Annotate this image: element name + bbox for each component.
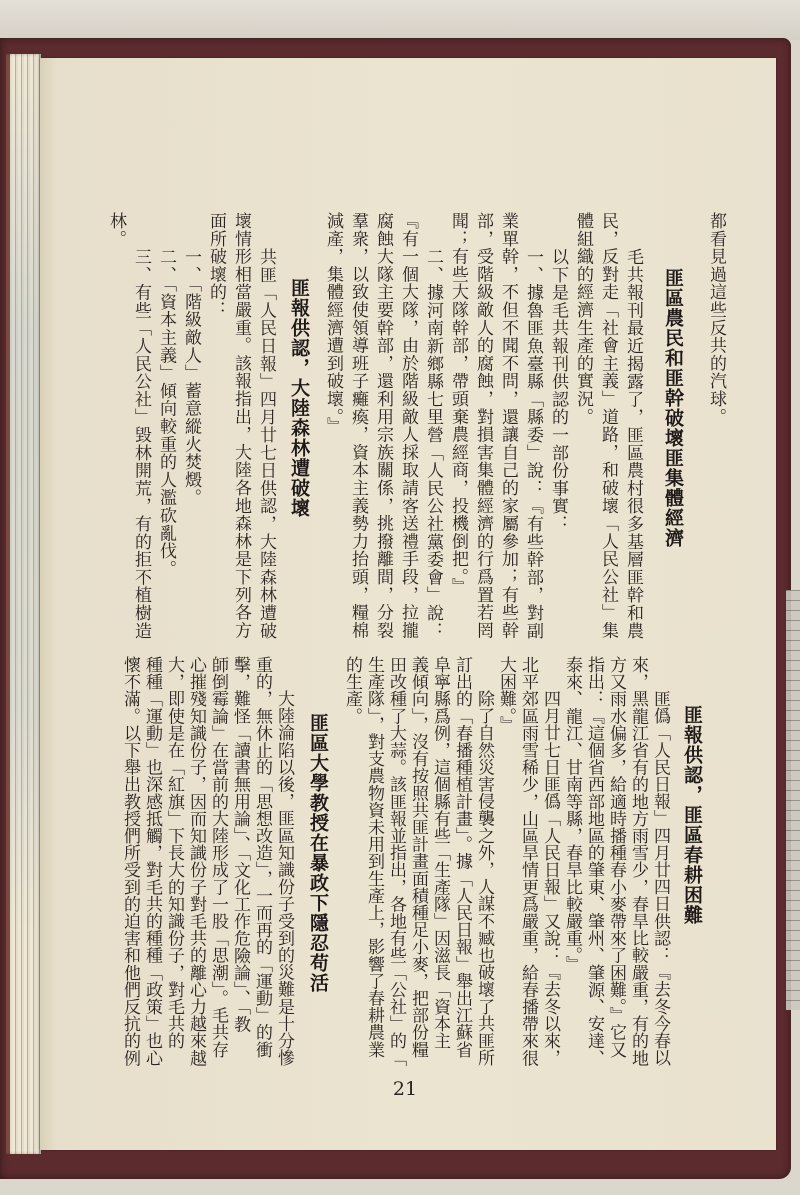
paragraph [153, 212, 178, 642]
text-line: 匪僞「人民日報」四月廿四日供認：『去冬今春以 [650, 690, 670, 1067]
paragraph [445, 212, 545, 642]
text-line: 大，即使是在「紅旗」下長大的知識份子，對毛共的 [164, 656, 184, 1050]
text-line: 共匪「人民日報」四月廿七日供認，大陸森林遭破 [256, 247, 276, 640]
text-line: 四月廿七日匪僞「人民日報」又說：『去冬以來， [540, 690, 560, 1067]
text-line: 除了自然災害侵襲之外，人謀不臧也破壞了共匪所 [474, 690, 494, 1067]
page-edges [6, 54, 41, 1154]
text-line: 三、有些「人民公社」毀林開荒，有的拒不植樹造 [131, 247, 151, 640]
article [119, 656, 333, 1068]
text-line: 種種「運動」也深感抵觸，對毛共的種種「政策」也心 [142, 656, 162, 1067]
text-line: 羣衆，以致使領導班子癱瘓，資本主義勢力抬頭，糧棉 [348, 212, 368, 640]
paragraph [103, 212, 153, 642]
text-line: 二、「資本主義」傾向較重的人濫砍亂伐。 [156, 247, 176, 578]
text-line: 北平郊區雨雪稀少，山區旱情更爲嚴重，給春播帶來很 [518, 656, 538, 1067]
paragraph [561, 656, 671, 1068]
book-page [40, 58, 776, 1150]
text-line: 懷不滿。以下舉出教授們所受到的迫害和他們反抗的例 [120, 656, 140, 1067]
text-line: 一、「階級敵人」蓄意縱火焚燬。 [181, 247, 201, 507]
continued-text-line: 都看見過這些反共的汽球。 [706, 212, 726, 426]
text-line: 減產，集體經濟遭到破壞。』 [323, 212, 343, 435]
text-line: 壞情形相當嚴重。該報指出，大陸各地森林是下列各方 [231, 212, 251, 640]
paragraph [341, 656, 495, 1068]
text-line: 腐蝕大隊主要幹部，還利用宗族關係，挑撥離間，分裂 [373, 212, 393, 640]
text-line: 體組織的經濟生產的實況。 [573, 212, 593, 426]
text-line: 心摧殘知識份子，因而知識份子對毛共的離心力越來越 [186, 656, 206, 1067]
text-line: 阜寧縣爲例，這個縣有些「生產隊」因滋長「資本主 [430, 656, 450, 1050]
text-line: 的生產。 [342, 656, 362, 725]
text-line: 來，黑龍江省有的地方雨雪少，春旱比較嚴重，有的地 [628, 656, 648, 1067]
text-line: 指出：『這個省西部地區的肇東、肇州、肇源、安達、 [584, 656, 604, 1067]
article-heading: 匪報供認，大陸森林遭破壞 [288, 278, 310, 518]
article [341, 656, 707, 1068]
text-line: 面所破壞的： [206, 212, 226, 319]
article-heading: 匪區大學教授在暴政下隱忍苟活 [307, 713, 329, 993]
page-number: 21 [392, 1078, 418, 1100]
text-line: 大困難。』 [496, 656, 516, 733]
article [103, 212, 314, 642]
text-line: 師倒霉論」在當前的大陸形成了一股「思潮」。毛共存 [208, 656, 228, 1058]
text-line: 泰來、龍江、甘南等縣，春旱比較嚴重。』 [562, 656, 582, 973]
paragraph [545, 212, 570, 642]
text-line: 重的，無休止的「思想改造」，一而再的「運動」的衝 [252, 656, 272, 1058]
article-heading: 匪區農民和匪幹破壞匪集體經濟 [662, 268, 684, 548]
text-line: 聞；有些大隊幹部，帶頭棄農經商，投機倒把。』 [448, 212, 468, 596]
text-line: 民，反對走「社會主義」道路，和破壞「人民公社」集 [598, 212, 618, 640]
text-line: 田改種了大蒜。該匪報並指出，各地有些「公社」的「 [386, 656, 406, 1067]
paragraph [570, 212, 645, 642]
text-line: 毛共報刊最近揭露了，匪區農村很多基層匪幹和農 [623, 247, 643, 640]
paragraph [495, 656, 561, 1068]
text-line: 業單幹，不但不聞不問，還讓自己的家屬參加；有些幹 [498, 212, 518, 640]
scanner-background [0, 0, 800, 40]
text-line: 擊，難怪「讀書無用論」、「文化工作危險論」、「教 [230, 656, 250, 1033]
text-line: 『有一個大隊，由於階級敵人採取請客送禮手段，拉攏 [398, 212, 418, 640]
text-line: 訂出的「春播種植計畫」。據「人民日報」舉出江蘇省 [452, 656, 472, 1058]
text-line: 生產隊」，對支農物資未用到生產上，影響了春耕農業 [364, 656, 384, 1058]
paragraph [320, 212, 445, 642]
text-line: 林。 [106, 212, 126, 248]
paragraph [119, 656, 295, 1068]
text-line: 以下是毛共報刊供認的一部份事實： [548, 247, 568, 533]
article-heading: 匪報供認，匪區春耕困難 [681, 705, 703, 925]
lower-text-block [100, 656, 707, 1068]
text-line: 義傾向」，沒有按照共匪計畫面積種足小麥，把部份糧 [408, 656, 428, 1058]
upper-text-block [100, 212, 728, 642]
text-line: 方又雨水偏多，給適時播種春小麥帶來了困難。』它又 [606, 656, 626, 1058]
text-line: 大陸淪陷以後，匪區知識份子受到的災難是十分慘 [274, 690, 294, 1067]
paragraph [203, 212, 278, 642]
article [320, 212, 688, 642]
text-line: 部，受階級敵人的腐蝕，對損害集體經濟的行爲置若罔 [473, 212, 493, 640]
paragraph [178, 212, 203, 642]
text-line: 一、據魯匪魚臺縣「縣委」說：『有些幹部，對副 [523, 247, 543, 640]
scanner-ruler [786, 590, 800, 1010]
text-line: 二、據河南新鄉縣七里營「人民公社黨委會」說： [423, 247, 443, 640]
